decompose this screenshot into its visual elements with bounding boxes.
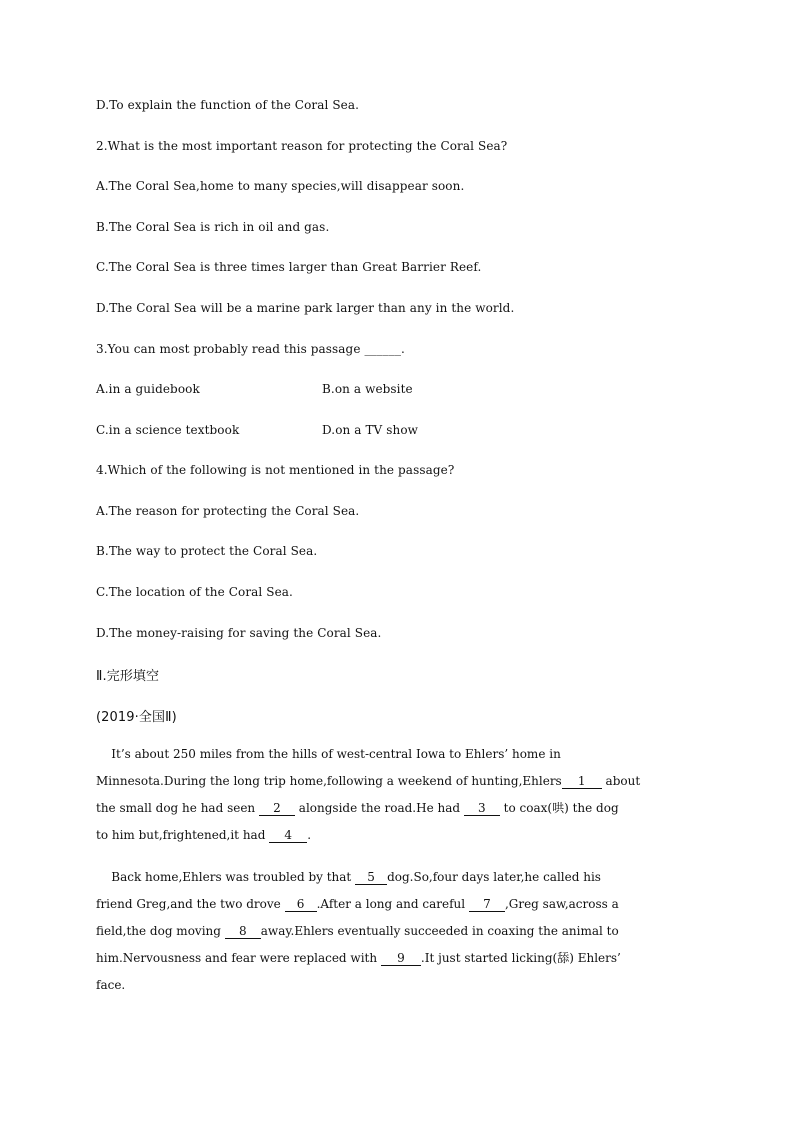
blank-9: 9 — [381, 951, 421, 966]
blank-3: 3 — [464, 801, 500, 816]
p1-line-2 — [96, 768, 696, 795]
q4-option-b: B.The way to protect the Coral Sea. — [96, 544, 318, 558]
blank-4: 4 — [269, 828, 307, 843]
p2-text: field,the dog moving — [96, 924, 225, 938]
p1-line-1: It’s about 250 miles from the hills of west-central Iowa to Ehlers’ home in — [96, 747, 561, 761]
p2-text: dog.So,four days later,he called his — [387, 870, 601, 884]
blank-7: 7 — [469, 897, 505, 912]
passage-paragraph-1 — [96, 741, 696, 849]
p2-text: .It just started licking(舔) Ehlers’ — [420, 951, 621, 965]
passage-paragraph-2 — [96, 864, 696, 999]
p2-line-3 — [96, 918, 696, 945]
q2-question: 2.What is the most important reason for protecting the Coral Sea? — [96, 139, 508, 153]
p2-text: away.Ehlers eventually succeeded in coaxing the animal to — [260, 924, 619, 938]
blank-8: 8 — [225, 924, 261, 939]
q3-question: 3.You can most probably read this passage ______. — [96, 342, 405, 356]
q4-option-c: C.The location of the Coral Sea. — [96, 585, 293, 599]
q3-option-d: D.on a TV show — [322, 423, 419, 437]
q3-option-b: B.on a website — [322, 382, 413, 396]
q3-option-c: C.in a science textbook — [96, 423, 240, 437]
p1-text: about — [601, 774, 641, 788]
p2-text: .After a long and careful — [316, 897, 469, 911]
p2-text: him.Nervousness and fear were replaced with — [96, 951, 381, 965]
q2-option-d: D.The Coral Sea will be a marine park larger than any in the world. — [96, 301, 515, 315]
p2-line-2 — [96, 891, 696, 918]
blank-1: 1 — [562, 774, 602, 789]
q4-question: 4.Which of the following is not mentioned in the passage? — [96, 463, 455, 477]
blank-5: 5 — [355, 870, 387, 885]
q3-option-a: A.in a guidebook — [96, 382, 200, 396]
p2-text: friend Greg,and the two drove — [96, 897, 285, 911]
p2-line-4 — [96, 945, 696, 972]
q2-option-b: B.The Coral Sea is rich in oil and gas. — [96, 220, 330, 234]
q2-option-a: A.The Coral Sea,home to many species,will disappear soon. — [96, 179, 465, 193]
p1-text: to him but,frightened,it had — [96, 828, 270, 842]
p1-text: alongside the road.He had — [294, 801, 464, 815]
p1-text: Minnesota.During the long trip home,following a weekend of hunting,Ehlers — [96, 774, 562, 788]
p1-line-4 — [96, 822, 696, 849]
p1-text: the small dog he had seen — [96, 801, 259, 815]
p2-line-5: face. — [96, 978, 126, 992]
p1-text: . — [307, 828, 312, 842]
blank-2: 2 — [259, 801, 295, 816]
p2-text: ,Greg saw,across a — [504, 897, 619, 911]
q4-option-d: D.The money-raising for saving the Coral Sea. — [96, 626, 382, 640]
section-title: Ⅱ.完形填空 — [96, 669, 160, 684]
q2-option-c: C.The Coral Sea is three times larger than Great Barrier Reef. — [96, 260, 482, 274]
section-source: (2019·全国Ⅱ) — [96, 710, 177, 725]
p1-line-3 — [96, 795, 696, 822]
q1-option-d: D.To explain the function of the Coral Sea. — [96, 98, 360, 112]
blank-6: 6 — [285, 897, 317, 912]
p1-text: to coax(哄) the dog — [499, 801, 619, 815]
q4-option-a: A.The reason for protecting the Coral Sea. — [96, 504, 360, 518]
p2-line-1 — [96, 864, 696, 891]
p2-text: Back home,Ehlers was troubled by that — [96, 870, 356, 884]
